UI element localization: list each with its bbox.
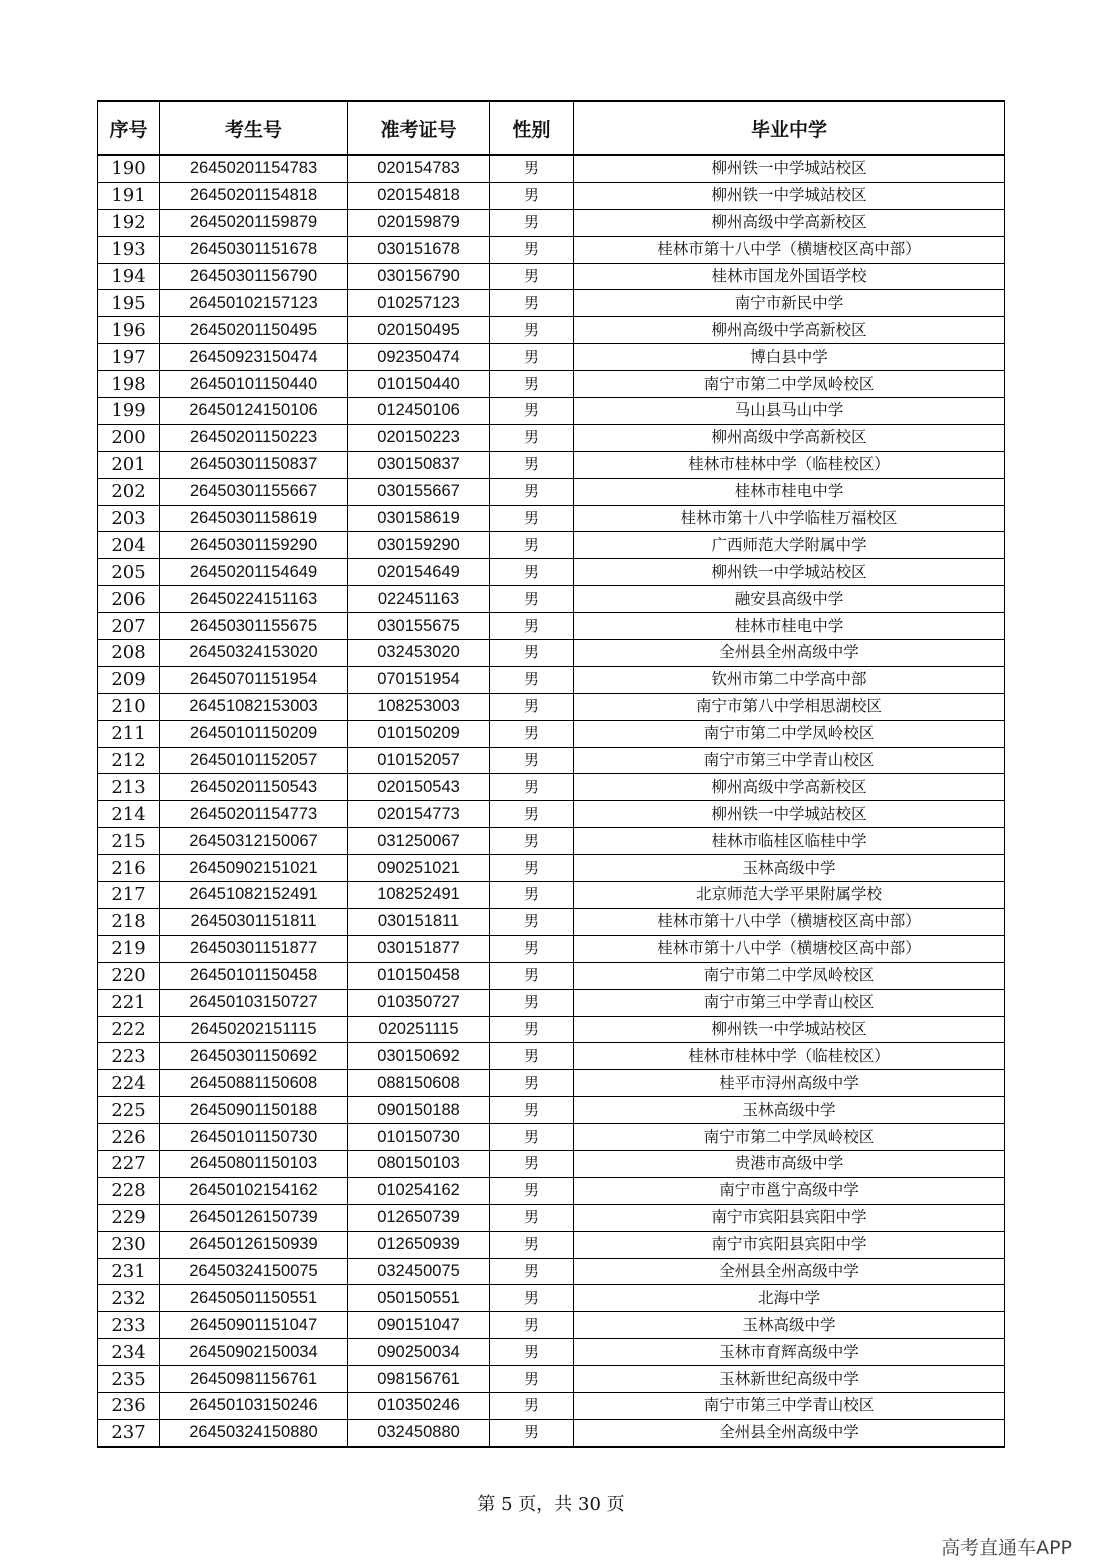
- cell-seq: 226: [98, 1124, 160, 1151]
- cell-gender: 男: [490, 855, 574, 882]
- table-row: [98, 559, 1005, 586]
- cell-gender: 男: [490, 1016, 574, 1043]
- cell-exam-id: 26450981156761: [160, 1366, 348, 1393]
- table-row: [98, 182, 1005, 209]
- cell-seq: 217: [98, 882, 160, 909]
- cell-gender: 男: [490, 666, 574, 693]
- cell-exam-id: 26450881150608: [160, 1070, 348, 1097]
- cell-school: 桂平市浔州高级中学: [574, 1070, 1005, 1097]
- table-row: [98, 640, 1005, 667]
- cell-exam-id: 26450501150551: [160, 1285, 348, 1312]
- table-row: [98, 451, 1005, 478]
- cell-school: 钦州市第二中学高中部: [574, 666, 1005, 693]
- table-row: [98, 344, 1005, 371]
- cell-school: 南宁市第三中学青山校区: [574, 747, 1005, 774]
- cell-exam-id: 26450301155675: [160, 613, 348, 640]
- cell-gender: 男: [490, 1124, 574, 1151]
- cell-gender: 男: [490, 1070, 574, 1097]
- cell-school: 桂林市第十八中学（横塘校区高中部）: [574, 908, 1005, 935]
- cell-seq: 221: [98, 989, 160, 1016]
- cell-ticket-no: 088150608: [348, 1070, 490, 1097]
- cell-ticket-no: 020150543: [348, 774, 490, 801]
- cell-ticket-no: 030156790: [348, 263, 490, 290]
- cell-gender: 男: [490, 1285, 574, 1312]
- cell-school: 博白县中学: [574, 344, 1005, 371]
- cell-exam-id: 26450301150692: [160, 1043, 348, 1070]
- cell-seq: 237: [98, 1419, 160, 1446]
- table-body: [98, 155, 1005, 1447]
- cell-seq: 223: [98, 1043, 160, 1070]
- cell-exam-id: 26450301151811: [160, 908, 348, 935]
- table-row: [98, 290, 1005, 317]
- cell-seq: 195: [98, 290, 160, 317]
- cell-school: 柳州铁一中学城站校区: [574, 155, 1005, 182]
- cell-gender: 男: [490, 1231, 574, 1258]
- table-row: [98, 1366, 1005, 1393]
- cell-ticket-no: 010150730: [348, 1124, 490, 1151]
- cell-ticket-no: 020251115: [348, 1016, 490, 1043]
- cell-exam-id: 26450103150727: [160, 989, 348, 1016]
- cell-gender: 男: [490, 1043, 574, 1070]
- cell-exam-id: 26450101150458: [160, 962, 348, 989]
- cell-ticket-no: 020159879: [348, 209, 490, 236]
- cell-ticket-no: 090250034: [348, 1339, 490, 1366]
- cell-ticket-no: 032450075: [348, 1258, 490, 1285]
- table-row: [98, 1419, 1005, 1446]
- cell-ticket-no: 010150440: [348, 371, 490, 398]
- cell-gender: 男: [490, 478, 574, 505]
- cell-exam-id: 26450103150246: [160, 1392, 348, 1419]
- cell-seq: 229: [98, 1204, 160, 1231]
- cell-exam-id: 26450102157123: [160, 290, 348, 317]
- cell-school: 玉林市育辉高级中学: [574, 1339, 1005, 1366]
- cell-school: 玉林高级中学: [574, 1312, 1005, 1339]
- cell-exam-id: 26450201159879: [160, 209, 348, 236]
- cell-school: 南宁市第二中学凤岭校区: [574, 962, 1005, 989]
- cell-gender: 男: [490, 424, 574, 451]
- table-row: [98, 774, 1005, 801]
- cell-exam-id: 26450301158619: [160, 505, 348, 532]
- cell-ticket-no: 090151047: [348, 1312, 490, 1339]
- cell-school: 玉林高级中学: [574, 855, 1005, 882]
- cell-exam-id: 26450201150223: [160, 424, 348, 451]
- cell-school: 北京师范大学平果附属学校: [574, 882, 1005, 909]
- header-seq: 序号: [98, 101, 160, 155]
- cell-seq: 212: [98, 747, 160, 774]
- cell-exam-id: 26450224151163: [160, 586, 348, 613]
- table-row: [98, 828, 1005, 855]
- table-row: [98, 720, 1005, 747]
- cell-ticket-no: 030150837: [348, 451, 490, 478]
- cell-ticket-no: 012650939: [348, 1231, 490, 1258]
- cell-exam-id: 26450201150495: [160, 317, 348, 344]
- cell-exam-id: 26450202151115: [160, 1016, 348, 1043]
- table-row: [98, 1258, 1005, 1285]
- table-row: [98, 1070, 1005, 1097]
- cell-gender: 男: [490, 1150, 574, 1177]
- cell-school: 南宁市第二中学凤岭校区: [574, 1124, 1005, 1151]
- cell-ticket-no: 012650739: [348, 1204, 490, 1231]
- cell-exam-id: 26450201154773: [160, 801, 348, 828]
- cell-exam-id: 26450301151877: [160, 935, 348, 962]
- table-row: [98, 1231, 1005, 1258]
- cell-gender: 男: [490, 209, 574, 236]
- cell-school: 桂林市第十八中学（横塘校区高中部）: [574, 236, 1005, 263]
- cell-school: 南宁市宾阳县宾阳中学: [574, 1204, 1005, 1231]
- table-row: [98, 1150, 1005, 1177]
- cell-school: 全州县全州高级中学: [574, 1419, 1005, 1446]
- cell-ticket-no: 030151877: [348, 935, 490, 962]
- cell-seq: 215: [98, 828, 160, 855]
- cell-gender: 男: [490, 828, 574, 855]
- cell-seq: 225: [98, 1097, 160, 1124]
- cell-gender: 男: [490, 155, 574, 182]
- cell-gender: 男: [490, 774, 574, 801]
- cell-gender: 男: [490, 613, 574, 640]
- cell-school: 南宁市第八中学相思湖校区: [574, 693, 1005, 720]
- cell-ticket-no: 098156761: [348, 1366, 490, 1393]
- cell-exam-id: 26450301159290: [160, 532, 348, 559]
- cell-ticket-no: 010150458: [348, 962, 490, 989]
- cell-exam-id: 26450324150075: [160, 1258, 348, 1285]
- cell-school: 桂林市桂林中学（临桂校区）: [574, 451, 1005, 478]
- cell-gender: 男: [490, 398, 574, 425]
- table-row: [98, 962, 1005, 989]
- cell-exam-id: 26450201154818: [160, 182, 348, 209]
- table-row: [98, 882, 1005, 909]
- header-school: 毕业中学: [574, 101, 1005, 155]
- cell-gender: 男: [490, 1097, 574, 1124]
- cell-school: 柳州铁一中学城站校区: [574, 559, 1005, 586]
- cell-seq: 214: [98, 801, 160, 828]
- table-row: [98, 1392, 1005, 1419]
- table-row: [98, 908, 1005, 935]
- cell-seq: 210: [98, 693, 160, 720]
- cell-seq: 228: [98, 1177, 160, 1204]
- cell-gender: 男: [490, 1312, 574, 1339]
- cell-school: 南宁市邕宁高级中学: [574, 1177, 1005, 1204]
- cell-school: 柳州高级中学高新校区: [574, 209, 1005, 236]
- cell-school: 柳州铁一中学城站校区: [574, 801, 1005, 828]
- cell-exam-id: 26450902151021: [160, 855, 348, 882]
- cell-ticket-no: 031250067: [348, 828, 490, 855]
- cell-school: 桂林市第十八中学（横塘校区高中部）: [574, 935, 1005, 962]
- cell-school: 南宁市宾阳县宾阳中学: [574, 1231, 1005, 1258]
- cell-seq: 191: [98, 182, 160, 209]
- cell-school: 贵港市高级中学: [574, 1150, 1005, 1177]
- cell-school: 北海中学: [574, 1285, 1005, 1312]
- cell-school: 玉林新世纪高级中学: [574, 1366, 1005, 1393]
- cell-school: 南宁市第二中学凤岭校区: [574, 720, 1005, 747]
- watermark-text: 高考直通车APP: [941, 1537, 1072, 1559]
- cell-seq: 199: [98, 398, 160, 425]
- cell-seq: 193: [98, 236, 160, 263]
- cell-school: 桂林市桂林中学（临桂校区）: [574, 1043, 1005, 1070]
- table-row: [98, 1285, 1005, 1312]
- table-row: [98, 1016, 1005, 1043]
- cell-ticket-no: 010254162: [348, 1177, 490, 1204]
- cell-seq: 234: [98, 1339, 160, 1366]
- cell-gender: 男: [490, 1419, 574, 1446]
- cell-school: 南宁市第三中学青山校区: [574, 989, 1005, 1016]
- cell-gender: 男: [490, 1392, 574, 1419]
- cell-ticket-no: 010152057: [348, 747, 490, 774]
- cell-exam-id: 26451082153003: [160, 693, 348, 720]
- cell-exam-id: 26450101150209: [160, 720, 348, 747]
- cell-gender: 男: [490, 747, 574, 774]
- cell-exam-id: 26450301156790: [160, 263, 348, 290]
- cell-ticket-no: 030159290: [348, 532, 490, 559]
- table-row: [98, 935, 1005, 962]
- table-row: [98, 1339, 1005, 1366]
- cell-gender: 男: [490, 1177, 574, 1204]
- cell-school: 桂林市国龙外国语学校: [574, 263, 1005, 290]
- cell-seq: 190: [98, 155, 160, 182]
- cell-ticket-no: 032453020: [348, 640, 490, 667]
- cell-ticket-no: 010350727: [348, 989, 490, 1016]
- cell-gender: 男: [490, 720, 574, 747]
- page-number: 第 5 页，共 30 页: [477, 1494, 625, 1515]
- cell-seq: 208: [98, 640, 160, 667]
- cell-exam-id: 26450201154649: [160, 559, 348, 586]
- cell-gender: 男: [490, 371, 574, 398]
- cell-exam-id: 26450101150730: [160, 1124, 348, 1151]
- cell-ticket-no: 020150495: [348, 317, 490, 344]
- table-row: [98, 209, 1005, 236]
- cell-seq: 236: [98, 1392, 160, 1419]
- cell-exam-id: 26450301150837: [160, 451, 348, 478]
- cell-exam-id: 26450201154783: [160, 155, 348, 182]
- table-row: [98, 1043, 1005, 1070]
- cell-gender: 男: [490, 1366, 574, 1393]
- cell-seq: 230: [98, 1231, 160, 1258]
- cell-school: 柳州铁一中学城站校区: [574, 182, 1005, 209]
- table-row: [98, 155, 1005, 182]
- cell-school: 玉林高级中学: [574, 1097, 1005, 1124]
- cell-school: 马山县马山中学: [574, 398, 1005, 425]
- cell-exam-id: 26450124150106: [160, 398, 348, 425]
- cell-ticket-no: 030158619: [348, 505, 490, 532]
- header-gender: 性别: [490, 101, 574, 155]
- table-row: [98, 371, 1005, 398]
- cell-ticket-no: 030150692: [348, 1043, 490, 1070]
- cell-ticket-no: 010350246: [348, 1392, 490, 1419]
- cell-school: 柳州高级中学高新校区: [574, 424, 1005, 451]
- cell-seq: 192: [98, 209, 160, 236]
- cell-gender: 男: [490, 908, 574, 935]
- cell-seq: 213: [98, 774, 160, 801]
- cell-ticket-no: 030155675: [348, 613, 490, 640]
- cell-seq: 218: [98, 908, 160, 935]
- cell-gender: 男: [490, 532, 574, 559]
- table-row: [98, 855, 1005, 882]
- cell-exam-id: 26450301151678: [160, 236, 348, 263]
- cell-gender: 男: [490, 1258, 574, 1285]
- cell-school: 南宁市第三中学青山校区: [574, 1392, 1005, 1419]
- table-row: [98, 586, 1005, 613]
- table-row: [98, 398, 1005, 425]
- cell-seq: 202: [98, 478, 160, 505]
- cell-seq: 201: [98, 451, 160, 478]
- cell-school: 广西师范大学附属中学: [574, 532, 1005, 559]
- cell-gender: 男: [490, 586, 574, 613]
- cell-school: 桂林市桂电中学: [574, 478, 1005, 505]
- cell-gender: 男: [490, 640, 574, 667]
- table-row: [98, 424, 1005, 451]
- cell-exam-id: 26450126150939: [160, 1231, 348, 1258]
- cell-ticket-no: 020154783: [348, 155, 490, 182]
- header-row: [98, 101, 1005, 155]
- cell-ticket-no: 030155667: [348, 478, 490, 505]
- cell-gender: 男: [490, 290, 574, 317]
- table-row: [98, 505, 1005, 532]
- cell-exam-id: 26450324150880: [160, 1419, 348, 1446]
- cell-seq: 235: [98, 1366, 160, 1393]
- cell-ticket-no: 092350474: [348, 344, 490, 371]
- cell-seq: 211: [98, 720, 160, 747]
- cell-ticket-no: 020154773: [348, 801, 490, 828]
- cell-school: 全州县全州高级中学: [574, 1258, 1005, 1285]
- cell-exam-id: 26450102154162: [160, 1177, 348, 1204]
- cell-exam-id: 26450923150474: [160, 344, 348, 371]
- cell-seq: 231: [98, 1258, 160, 1285]
- cell-seq: 216: [98, 855, 160, 882]
- cell-gender: 男: [490, 989, 574, 1016]
- table-row: [98, 1097, 1005, 1124]
- cell-gender: 男: [490, 182, 574, 209]
- cell-seq: 205: [98, 559, 160, 586]
- cell-ticket-no: 090251021: [348, 855, 490, 882]
- cell-seq: 197: [98, 344, 160, 371]
- cell-exam-id: 26450101150440: [160, 371, 348, 398]
- table-row: [98, 236, 1005, 263]
- cell-exam-id: 26450324153020: [160, 640, 348, 667]
- cell-gender: 男: [490, 801, 574, 828]
- table-row: [98, 747, 1005, 774]
- cell-exam-id: 26450902150034: [160, 1339, 348, 1366]
- cell-exam-id: 26450901150188: [160, 1097, 348, 1124]
- cell-ticket-no: 080150103: [348, 1150, 490, 1177]
- cell-seq: 206: [98, 586, 160, 613]
- cell-seq: 233: [98, 1312, 160, 1339]
- cell-school: 桂林市第十八中学临桂万福校区: [574, 505, 1005, 532]
- cell-exam-id: 26450201150543: [160, 774, 348, 801]
- table-row: [98, 317, 1005, 344]
- cell-gender: 男: [490, 559, 574, 586]
- cell-gender: 男: [490, 236, 574, 263]
- cell-gender: 男: [490, 962, 574, 989]
- cell-ticket-no: 032450880: [348, 1419, 490, 1446]
- cell-school: 桂林市临桂区临桂中学: [574, 828, 1005, 855]
- cell-gender: 男: [490, 344, 574, 371]
- cell-ticket-no: 030151811: [348, 908, 490, 935]
- cell-seq: 204: [98, 532, 160, 559]
- cell-ticket-no: 022451163: [348, 586, 490, 613]
- cell-gender: 男: [490, 505, 574, 532]
- cell-school: 柳州高级中学高新校区: [574, 317, 1005, 344]
- table-row: [98, 666, 1005, 693]
- table-row: [98, 1124, 1005, 1151]
- table-row: [98, 532, 1005, 559]
- cell-exam-id: 26450901151047: [160, 1312, 348, 1339]
- cell-ticket-no: 108252491: [348, 882, 490, 909]
- cell-ticket-no: 108253003: [348, 693, 490, 720]
- cell-seq: 220: [98, 962, 160, 989]
- cell-gender: 男: [490, 263, 574, 290]
- cell-school: 柳州高级中学高新校区: [574, 774, 1005, 801]
- cell-seq: 196: [98, 317, 160, 344]
- table-row: [98, 693, 1005, 720]
- cell-seq: 232: [98, 1285, 160, 1312]
- table-row: [98, 801, 1005, 828]
- table-row: [98, 989, 1005, 1016]
- cell-gender: 男: [490, 1204, 574, 1231]
- cell-ticket-no: 010150209: [348, 720, 490, 747]
- cell-exam-id: 26450101152057: [160, 747, 348, 774]
- cell-ticket-no: 090150188: [348, 1097, 490, 1124]
- cell-ticket-no: 020154649: [348, 559, 490, 586]
- cell-seq: 207: [98, 613, 160, 640]
- cell-exam-id: 26450312150067: [160, 828, 348, 855]
- cell-ticket-no: 012450106: [348, 398, 490, 425]
- cell-seq: 209: [98, 666, 160, 693]
- cell-school: 南宁市第二中学凤岭校区: [574, 371, 1005, 398]
- table-row: [98, 1177, 1005, 1204]
- cell-school: 南宁市新民中学: [574, 290, 1005, 317]
- cell-seq: 203: [98, 505, 160, 532]
- cell-ticket-no: 050150551: [348, 1285, 490, 1312]
- cell-ticket-no: 020154818: [348, 182, 490, 209]
- table-row: [98, 263, 1005, 290]
- cell-exam-id: 26450801150103: [160, 1150, 348, 1177]
- cell-gender: 男: [490, 317, 574, 344]
- cell-gender: 男: [490, 935, 574, 962]
- table-row: [98, 1312, 1005, 1339]
- header-ticket-no: 准考证号: [348, 101, 490, 155]
- table-row: [98, 613, 1005, 640]
- cell-gender: 男: [490, 882, 574, 909]
- cell-school: 全州县全州高级中学: [574, 640, 1005, 667]
- cell-ticket-no: 070151954: [348, 666, 490, 693]
- cell-seq: 200: [98, 424, 160, 451]
- cell-seq: 222: [98, 1016, 160, 1043]
- cell-ticket-no: 020150223: [348, 424, 490, 451]
- cell-exam-id: 26450126150739: [160, 1204, 348, 1231]
- cell-exam-id: 26450301155667: [160, 478, 348, 505]
- cell-seq: 227: [98, 1150, 160, 1177]
- cell-exam-id: 26450701151954: [160, 666, 348, 693]
- admission-list-table: [97, 100, 1005, 1448]
- cell-seq: 219: [98, 935, 160, 962]
- cell-gender: 男: [490, 1339, 574, 1366]
- cell-school: 柳州铁一中学城站校区: [574, 1016, 1005, 1043]
- table-row: [98, 478, 1005, 505]
- cell-school: 融安县高级中学: [574, 586, 1005, 613]
- cell-exam-id: 26451082152491: [160, 882, 348, 909]
- cell-ticket-no: 010257123: [348, 290, 490, 317]
- cell-seq: 224: [98, 1070, 160, 1097]
- cell-ticket-no: 030151678: [348, 236, 490, 263]
- cell-seq: 194: [98, 263, 160, 290]
- header-exam-id: 考生号: [160, 101, 348, 155]
- cell-seq: 198: [98, 371, 160, 398]
- table-row: [98, 1204, 1005, 1231]
- cell-gender: 男: [490, 693, 574, 720]
- cell-school: 桂林市桂电中学: [574, 613, 1005, 640]
- cell-gender: 男: [490, 451, 574, 478]
